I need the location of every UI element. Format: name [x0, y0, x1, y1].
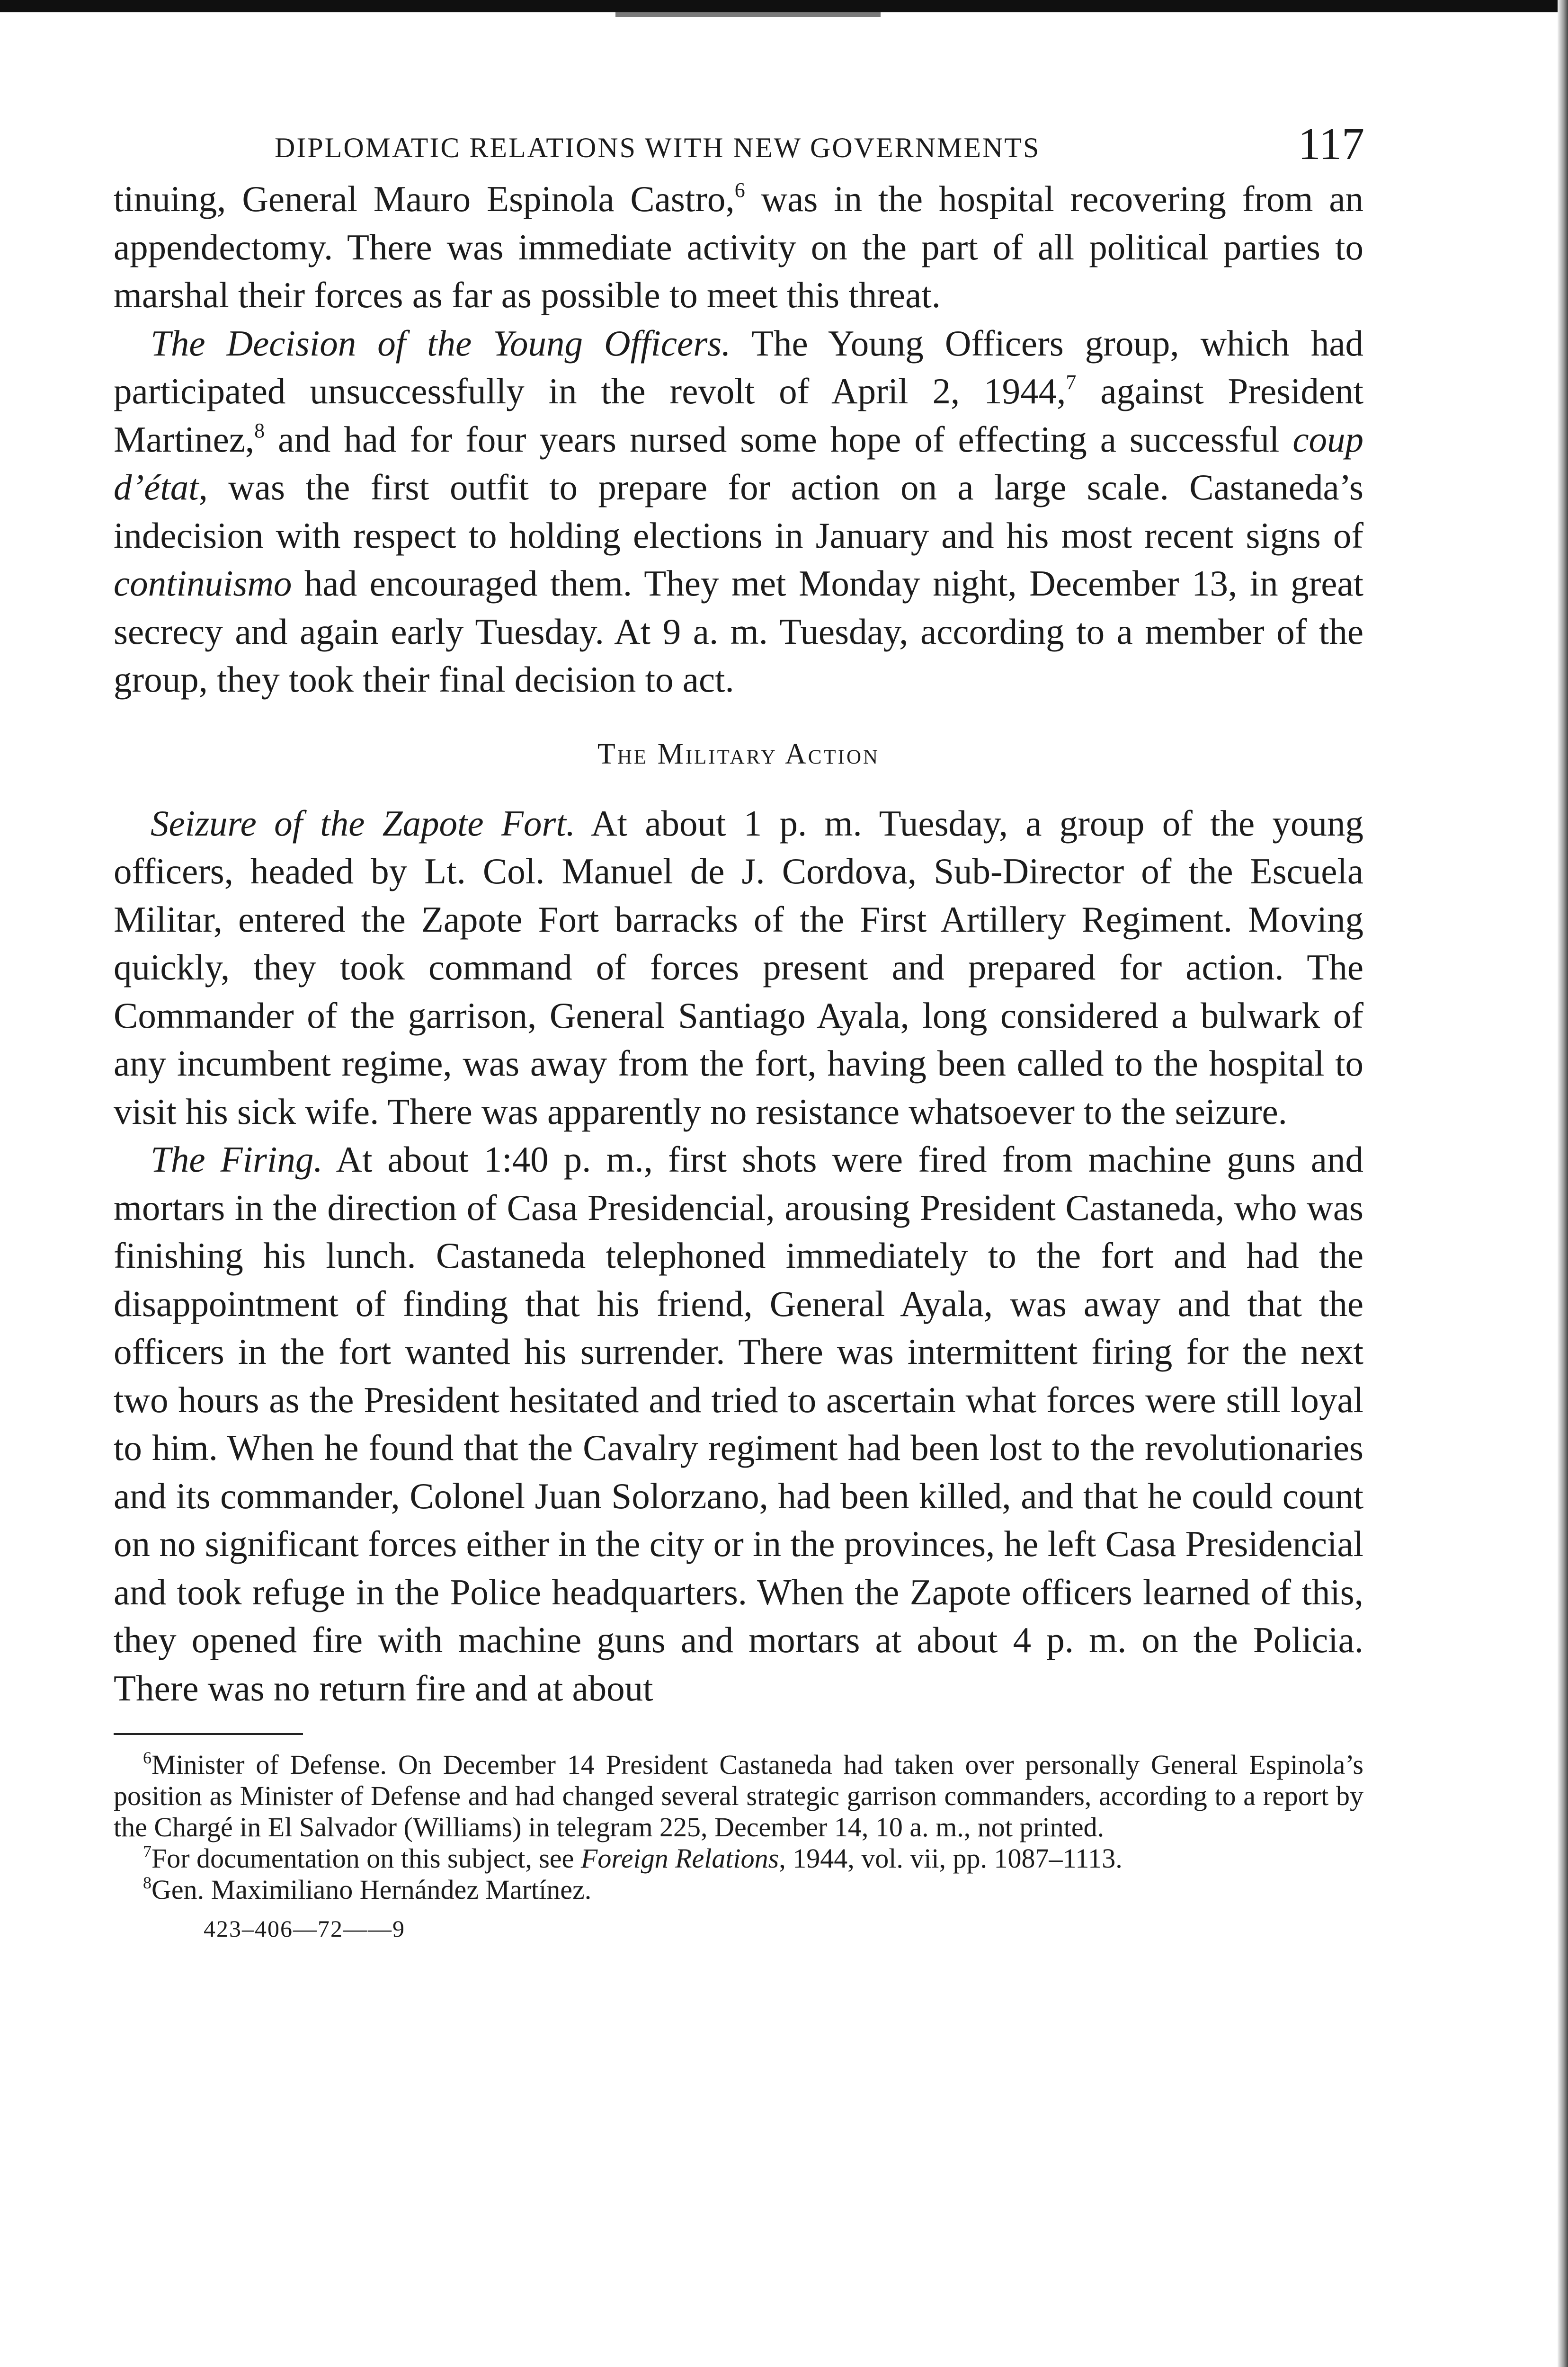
- paragraph-text: At about 1:40 p. m., first shots were fired from machine guns and mortars in the direction of Casa Presidencial, arousing President Castaneda, who was finishing his lunch. Castaneda telephoned immediately to the fort and had the disappointment of finding that his friend, General Ayala, was away and that the officers in the fort wanted his surrender. There was intermittent firing for the next two hours as the President hesitated and tried to ascertain what forces were still loyal to him. When he found that the Cavalry regiment had been lost to the revolutionaries and its commander, Colonel Juan Solorzano, had been killed, and that he could count on no significant forces either in the city or in the provinces, he left Casa Presidencial and took refuge in the Police headquarters. When the Zapote officers learned of this, they opened fire with machine guns and mortars at about 4 p. m. on the Policia. There was no return fire and at about: [114, 1139, 1363, 1709]
- footnote-mark: 8: [143, 1873, 151, 1892]
- footnote-italic-title: Foreign Relations: [580, 1843, 779, 1874]
- italic-term: continuismo: [114, 563, 292, 604]
- running-title: DIPLOMATIC RELATIONS WITH NEW GOVERNMENTS: [275, 132, 1041, 163]
- paragraph-firing: [114, 1136, 1363, 1712]
- footnote-reference: 7: [1066, 371, 1077, 394]
- run-in-heading: The Firing.: [151, 1139, 323, 1180]
- footnote-divider: [114, 1733, 303, 1735]
- document-page: [114, 114, 1363, 1942]
- footnote-6: [114, 1749, 1363, 1843]
- paragraph-text: At about 1 p. m. Tuesday, a group of the young officers, headed by Lt. Col. Manuel de J. Cordova, Sub-Director of the Escuela Militar, entered the Zapote Fort barracks of the First Artillery Regiment. Moving quickly, they took command of forces present and prepared for action. The Commander of the garrison, General Santiago Ayala, long considered a bulwark of any incumbent regime, was away from the fort, having been called to the hospital to visit his sick wife. There was apparently no resistance whatsoever to the seizure.: [114, 802, 1363, 1132]
- right-scan-edge: [1558, 0, 1568, 2367]
- section-heading: The Military Action: [597, 738, 880, 770]
- run-in-heading: Seizure of the Zapote Fort.: [151, 802, 575, 844]
- italic-term: coup d’état: [114, 418, 1363, 507]
- footnote-text: Gen. Maximiliano Hernández Martínez.: [151, 1874, 592, 1905]
- footnote-text: For documentation on this subject, see: [151, 1843, 581, 1874]
- paragraph-text: The Young Officers group, which had participated unsuccessfully in the revolt of April 2, 1944,: [114, 322, 1364, 411]
- footnote-8: [114, 1874, 1363, 1905]
- footnote-mark: 7: [143, 1842, 151, 1861]
- footnote-reference: 8: [254, 418, 265, 442]
- footnote-text: Minister of Defense. On December 14 President Castaneda had taken over personally General Espinola’s position as Minister of Defense and had changed several strategic garrison commanders, according to a report by the Chargé in El Salvador (Williams) in telegram 225, December 14, 10 a. m., not printed.: [114, 1749, 1363, 1842]
- paragraph-text: and had for four years nursed some hope of effecting a successful: [265, 418, 1293, 460]
- footnote-7: [114, 1843, 1363, 1874]
- top-scan-shadow: [615, 12, 881, 17]
- paragraph-text: had encouraged them. They met Monday night, December 13, in great secrecy and again early Tuesday. At 9 a. m. Tuesday, according to a member of the group, they took their final decision to act.: [114, 563, 1363, 700]
- footnote-mark: 6: [143, 1748, 151, 1767]
- body-text: [114, 175, 1363, 1712]
- printer-imprint: 423–406—72——9: [204, 1915, 405, 1942]
- paragraph-continuation: [114, 175, 1363, 320]
- paragraph-text: , was the first outfit to prepare for action on a large scale. Castaneda’s indecision with respect to holding elections in January and his most recent signs of: [114, 467, 1363, 556]
- paragraph-zapote-fort: [114, 800, 1363, 1136]
- paragraph-text: tinuing, General Mauro Espinola Castro,: [114, 178, 735, 219]
- running-head: [114, 114, 1363, 175]
- footnote-text: , 1944, vol. vii, pp. 1087–1113.: [779, 1843, 1123, 1874]
- footnote-reference: 6: [734, 178, 745, 202]
- paragraph-text: was in the hospital recovering from an appendectomy. There was immediate activity on the part of all political parties to marshal their forces as far as possible to meet this threat.: [114, 178, 1363, 315]
- footnotes: [114, 1749, 1363, 1905]
- page-number: 117: [1298, 118, 1364, 169]
- paragraph-young-officers: [114, 320, 1363, 704]
- run-in-heading: The Decision of the Young Officers.: [151, 322, 731, 364]
- top-scan-border: [0, 0, 1568, 12]
- paragraph-text: against President Martinez,: [114, 371, 1363, 460]
